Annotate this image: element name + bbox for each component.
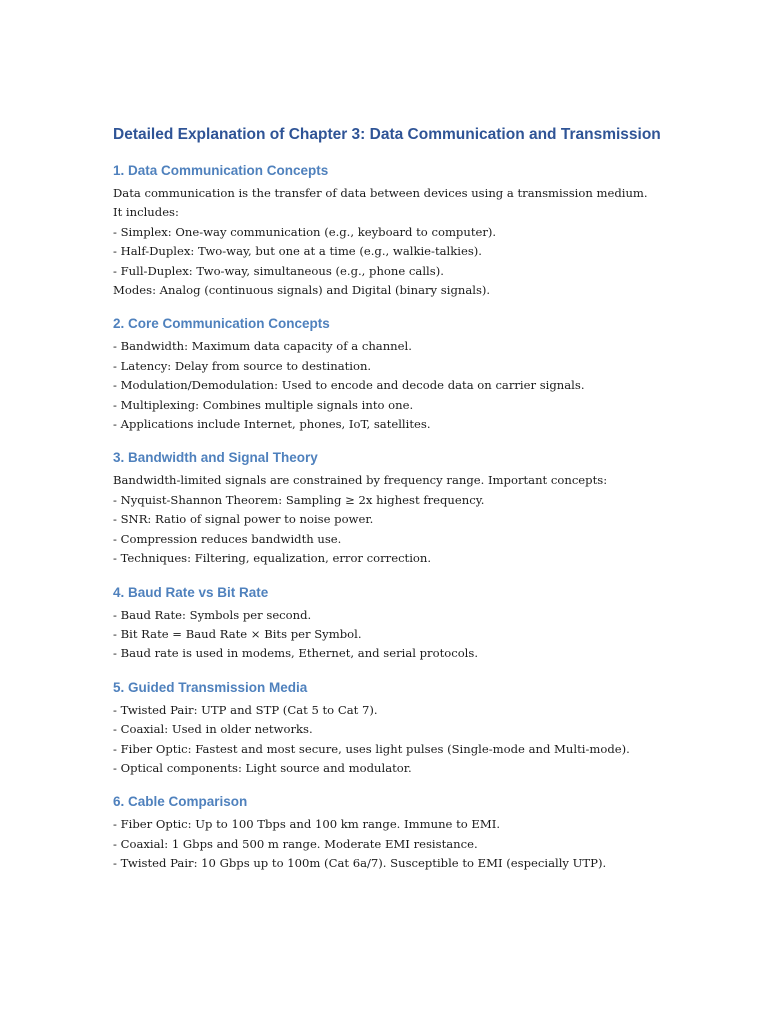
- section-heading: 4. Baud Rate vs Bit Rate: [113, 584, 269, 600]
- text-line: - Applications include Internet, phones, IoT, satellites.: [113, 417, 431, 432]
- text-line: It includes:: [113, 205, 179, 220]
- text-line: - Twisted Pair: 10 Gbps up to 100m (Cat 6a/7). Susceptible to EMI (especially UTP).: [113, 856, 607, 871]
- section: [113, 678, 713, 779]
- section: [113, 314, 713, 434]
- section: [113, 583, 713, 664]
- text-line: - Modulation/Demodulation: Used to encode and decode data on carrier signals.: [113, 378, 585, 393]
- text-line: - Bandwidth: Maximum data capacity of a channel.: [113, 339, 412, 354]
- text-line: - Fiber Optic: Up to 100 Tbps and 100 km range. Immune to EMI.: [113, 817, 501, 832]
- text-line: - Compression reduces bandwidth use.: [113, 531, 342, 546]
- text-line: - Coaxial: Used in older networks.: [113, 722, 313, 737]
- text-line: - Fiber Optic: Fastest and most secure, uses light pulses (Single-mode and Multi-mode).: [113, 741, 630, 756]
- text-line: - Baud Rate: Symbols per second.: [113, 607, 312, 622]
- text-line: Modes: Analog (continuous signals) and Digital (binary signals).: [113, 283, 491, 298]
- section-heading: 1. Data Communication Concepts: [113, 163, 329, 178]
- text-line: - SNR: Ratio of signal power to noise power.: [113, 512, 374, 527]
- text-line: - Simplex: One-way communication (e.g., keyboard to computer).: [113, 224, 497, 239]
- text-line: - Optical components: Light source and modulator.: [113, 760, 412, 775]
- text-line: - Bit Rate = Baud Rate × Bits per Symbol.: [113, 626, 362, 641]
- section-heading: 5. Guided Transmission Media: [113, 679, 308, 695]
- document-title: Detailed Explanation of Chapter 3: Data Communication and Transmission: [113, 126, 661, 143]
- text-line: Bandwidth-limited signals are constrained by frequency range. Important concepts:: [113, 473, 608, 488]
- section-heading: 2. Core Communication Concepts: [113, 316, 330, 332]
- text-line: - Full-Duplex: Two-way, simultaneous (e.g., phone calls).: [113, 263, 444, 278]
- text-line: - Latency: Delay from source to destination.: [113, 358, 372, 373]
- text-line: - Twisted Pair: UTP and STP (Cat 5 to Cat 7).: [113, 702, 378, 717]
- text-line: - Half-Duplex: Two-way, but one at a time (e.g., walkie-talkies).: [113, 244, 482, 259]
- text-line: - Baud rate is used in modems, Ethernet, and serial protocols.: [113, 646, 479, 661]
- section-heading: 3. Bandwidth and Signal Theory: [113, 450, 318, 466]
- section: [113, 161, 713, 300]
- text-line: - Multiplexing: Combines multiple signals into one.: [113, 397, 414, 412]
- text-line: - Coaxial: 1 Gbps and 500 m range. Moderate EMI resistance.: [113, 836, 478, 851]
- document-page: [113, 123, 713, 888]
- section: [113, 448, 713, 568]
- section-heading: 6. Cable Comparison: [113, 794, 248, 810]
- section: [113, 792, 713, 873]
- text-line: Data communication is the transfer of data between devices using a transmission medium.: [113, 186, 648, 200]
- text-line: - Nyquist-Shannon Theorem: Sampling ≥ 2x highest frequency.: [113, 492, 485, 507]
- text-line: - Techniques: Filtering, equalization, error correction.: [113, 551, 432, 566]
- document-body: [113, 161, 713, 874]
